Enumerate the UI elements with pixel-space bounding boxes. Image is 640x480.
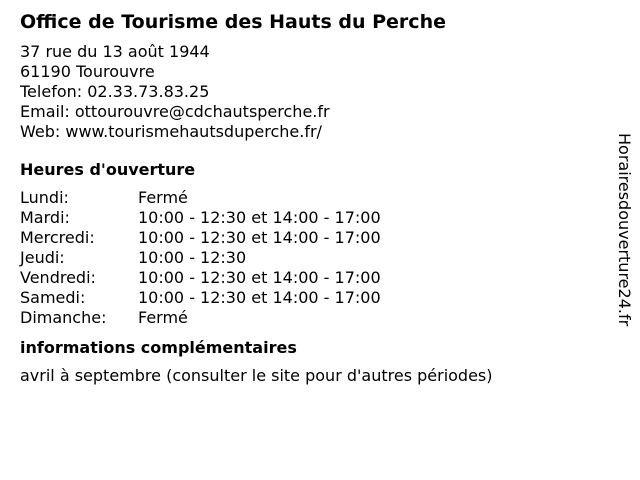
day-hours: 10:00 - 12:30 et 14:00 - 17:00 — [138, 208, 381, 227]
hours-heading: Heures d'ouverture — [20, 160, 196, 179]
info-heading: informations complémentaires — [20, 338, 297, 357]
hours-row — [20, 188, 381, 208]
hours-row — [20, 288, 381, 308]
phone: Telefon: 02.33.73.83.25 — [20, 82, 210, 101]
business-card — [20, 10, 600, 386]
day-hours: Fermé — [138, 308, 188, 327]
city: 61190 Tourouvre — [20, 62, 155, 81]
email: Email: ottourouvre@cdchautsperche.fr — [20, 102, 330, 121]
day-label: Jeudi: — [20, 248, 65, 267]
day-label: Vendredi: — [20, 268, 96, 287]
day-label: Dimanche: — [20, 308, 107, 327]
day-label: Samedi: — [20, 288, 86, 307]
side-brand-watermark: Horairesdouverture24.fr — [615, 133, 634, 327]
info-text: avril à septembre (consulter le site pour d'autres périodes) — [20, 366, 493, 385]
day-label: Mardi: — [20, 208, 70, 227]
opening-hours-table — [20, 188, 381, 328]
day-hours: 10:00 - 12:30 et 14:00 - 17:00 — [138, 288, 381, 307]
day-hours: 10:00 - 12:30 et 14:00 - 17:00 — [138, 228, 381, 247]
day-hours: 10:00 - 12:30 — [138, 248, 247, 267]
day-hours: 10:00 - 12:30 et 14:00 - 17:00 — [138, 268, 381, 287]
day-hours: Fermé — [138, 188, 188, 207]
hours-row — [20, 268, 381, 288]
hours-row — [20, 248, 381, 268]
day-label: Mercredi: — [20, 228, 95, 247]
hours-row — [20, 208, 381, 228]
hours-row — [20, 228, 381, 248]
website: Web: www.tourismehautsduperche.fr/ — [20, 122, 322, 141]
address-block — [20, 42, 600, 142]
day-label: Lundi: — [20, 188, 69, 207]
hours-row — [20, 308, 381, 328]
street-address: 37 rue du 13 août 1944 — [20, 42, 210, 61]
page-title: Office de Tourisme des Hauts du Perche — [20, 11, 446, 33]
